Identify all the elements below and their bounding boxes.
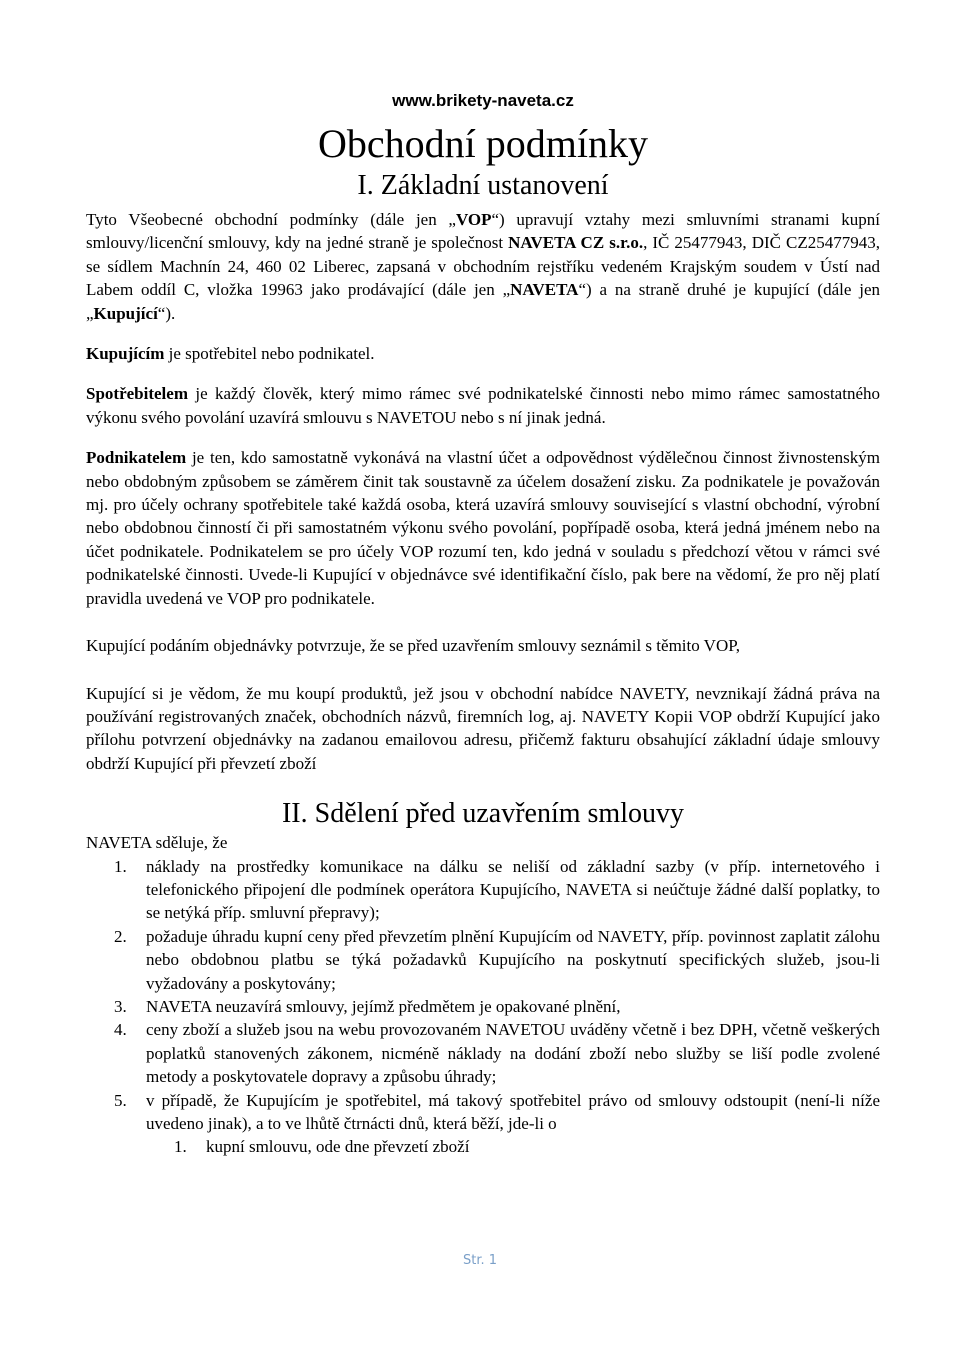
list-item: 1. náklady na prostředky komunikace na dálku se neliší od základní sazby (v příp. internetového i telefonického připojení dle podmínek operátora Kupujícího, NAVETA si neúčtuje žádné další poplatky, to se netýká příp. smluvní přepravy); [114, 856, 880, 923]
list-item: 2. požaduje úhradu kupní ceny před převzetím plnění Kupujícím od NAVETY, příp. povinnost zaplatit zálohu nebo obdobnou platbu se týká požadavků Kupujícího na poskytnutí specifických služeb, jsou-li vyžadovány a poskytovány; [114, 926, 880, 993]
entrepreneur-definition: Podnikatelem je ten, kdo samostatně vykonává na vlastní účet a odpovědnost výdělečnou činnost živnostenským nebo obdobným způsobem se záměrem činit tak soustavně za účelem dosažení zisku. Za podnikatele je považován mj. pro účely ochrany spotřebitele také každá osoba, která uzavírá smlouvy související s vlastní obchodní, výrobní nebo obdobnou činností či při samostatném výkonu svého povolání, popřípadě osoba, která jedná jménem nebo na účet podnikatele. Podnikatelem se pro účely VOP rozumí ten, kdo jedná v souladu s předchozí větou v rámci své podnikatelské činnosti. Uvede-li Kupující v objednávce své identifikační číslo, pak bere na vědomí, že pro něj platí pravidla uvedená ve VOP pro podnikatele. [86, 448, 880, 608]
buyer-definition: Kupujícím je spotřebitel nebo podnikatel. [86, 344, 375, 364]
page-number: Str. 1 [462, 1253, 498, 1268]
disclosure-list [86, 855, 880, 1136]
document-title: Obchodní podmínky [318, 121, 648, 166]
section-1-heading: I. Základní ustanovení [357, 170, 609, 201]
company-name: NAVETA CZ s.r.o. [508, 233, 644, 253]
consumer-definition: Spotřebitelem je každý člověk, který mimo rámec své podnikatelské činnosti nebo mimo rámec samostatného výkonu svého povolání uzavírá smlouvu s NAVETOU nebo s ní jinak jedná. [86, 384, 880, 427]
section-2-intro: NAVETA sděluje, že [86, 833, 228, 853]
order-confirmation-paragraph: Kupující podáním objednávky potvrzuje, že se před uzavřením smlouvy seznámil s těmito VOP, [86, 636, 741, 656]
list-item: 5. v případě, že Kupujícím je spotřebitel, má takový spotřebitel právo od smlouvy odstoupit (není-li níže uvedeno jinak), a to ve lhůtě čtrnácti dnů, která běží, jde-li o [114, 1090, 880, 1133]
list-item: 3. NAVETA neuzavírá smlouvy, jejímž předmětem je opakované plnění, [114, 996, 621, 1016]
kupujici-term: Kupující [93, 303, 158, 323]
trademark-paragraph: Kupující si je vědom, že mu koupí produktů, jež jsou v obchodní nabídce NAVETY, nevznikají žádná práva na používání registrovaných značek, obchodních názvů, firemních log, aj. NAVETY Kopii VOP obdrží Kupující jako přílohu potvrzení objednávky na zadanou emailovou adresu, přičemž fakturu obsahující základní údaje smlouvy obdrží Kupující při převzetí zboží [86, 683, 880, 773]
vop-term: VOP [455, 210, 492, 229]
sub-list-item: 1. kupní smlouvu, ode dne převzetí zboží [174, 1137, 470, 1157]
intro-paragraph: Tyto Všeobecné obchodní podmínky (dále jen „VOP“) upravují vztahy mezi smluvními stranami kupní smlouvy/licenční smlouvy, kdy na jedné straně je společnost NAVETA CZ s.r.o., IČ 25477943, DIČ CZ25477943, se sídlem Machnín 24, 460 02 Liberec, zapsaná v obchodním rejstříku vedeném Krajským soudem v Ústí nad Labem oddíl C, vložka 19963 jako prodávající (dále jen „NAVETA“) a na straně druhé je kupující (dále jen „Kupující“). [86, 210, 880, 323]
list-item: 4. ceny zboží a služeb jsou na webu provozovaném NAVETOU uváděny včetně i bez DPH, včetně veškerých poplatků stanovených zákonem, nicméně náklady na dodání zboží nebo služby se liší podle zvolené metody a poskytovatele dopravy a způsobu úhrady; [114, 1020, 880, 1087]
section-2-heading: II. Sdělení před uzavřením smlouvy [281, 798, 684, 830]
website-url[interactable]: www.brikety-naveta.cz [392, 91, 574, 110]
naveta-term: NAVETA [510, 280, 579, 300]
document-page [86, 86, 880, 1159]
